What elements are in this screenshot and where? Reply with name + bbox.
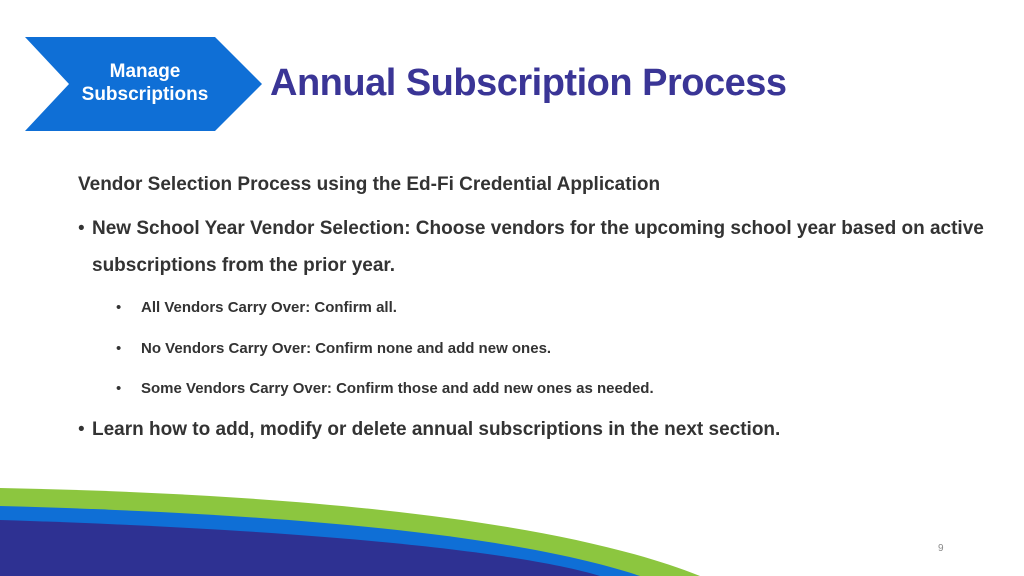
sub-bullet-item (116, 339, 551, 359)
bullet-dot: • (116, 299, 122, 316)
bullet-dot: • (78, 419, 85, 440)
sub-bullet-text: No Vendors Carry Over: Confirm none and add new ones. (141, 340, 552, 357)
footer-wave-decoration (0, 480, 1024, 576)
section-chevron-tab (25, 37, 262, 131)
sub-bullet-item (116, 298, 397, 318)
bullet-item (78, 210, 988, 284)
bullet-item (78, 411, 988, 448)
bullet-text: Learn how to add, modify or delete annual subscriptions in the next section. (92, 419, 781, 440)
sub-bullet-item (116, 379, 654, 399)
bullet-dot: • (116, 380, 122, 397)
sub-bullet-text: All Vendors Carry Over: Confirm all. (141, 299, 397, 316)
bullet-dot: • (78, 218, 85, 239)
bullet-dot: • (116, 340, 122, 357)
section-label: Manage Subscriptions (81, 61, 209, 105)
bullet-text: New School Year Vendor Selection: Choose vendors for the upcoming school year based on active subscriptions from the prior year. (92, 218, 984, 276)
sub-bullet-text: Some Vendors Carry Over: Confirm those and add new ones as needed. (141, 380, 654, 397)
section-heading: Vendor Selection Process using the Ed-Fi Credential Application (78, 174, 661, 195)
page-number: 9 (938, 543, 944, 554)
page-title: Annual Subscription Process (270, 62, 787, 104)
